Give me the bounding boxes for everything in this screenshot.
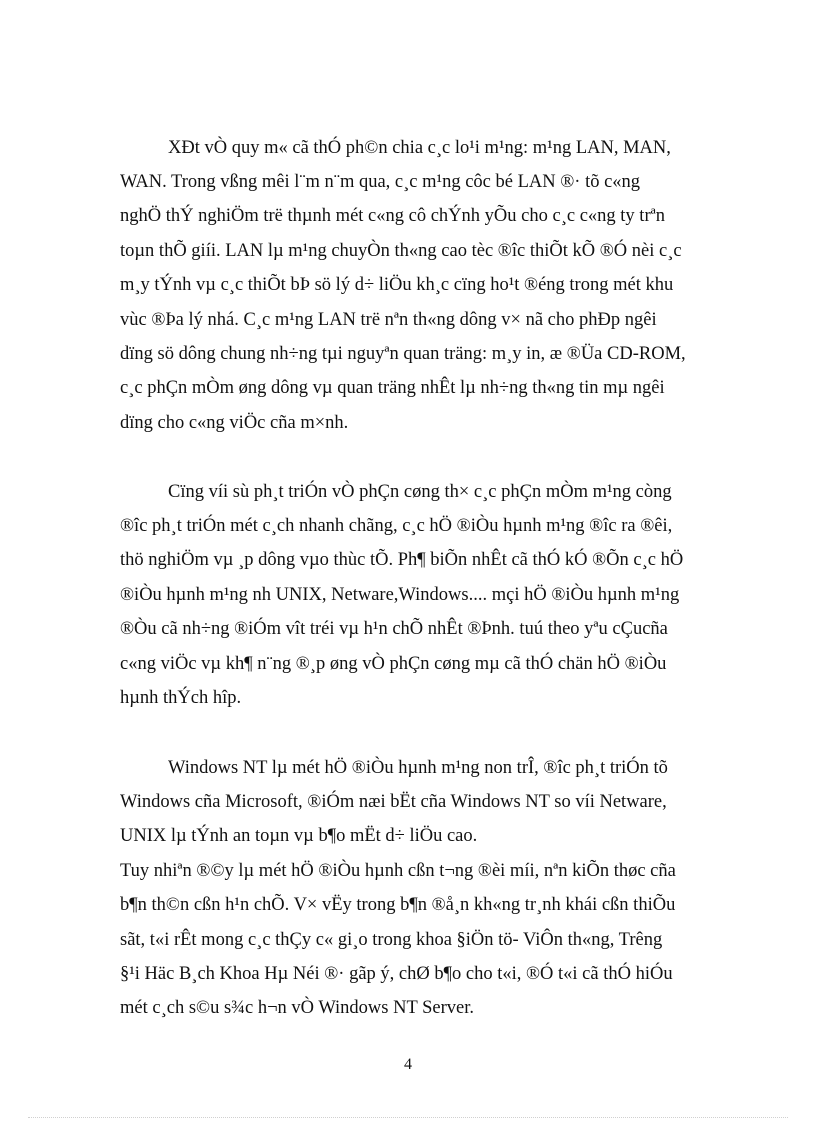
text-line: thö nghiÖm vµ ¸p dông vµo thùc tÕ. Ph¶ biÕn nhÊt cã thÓ kÓ ®Õn c¸c hÖ (120, 550, 684, 570)
text-line: vùc ®Þa lý nhá. C¸c m¹ng LAN trë nªn th«ng dông v× nã cho phÐp ngêi (120, 310, 657, 330)
page-number: 4 (404, 1056, 412, 1073)
text-line: XÐt vÒ quy m« cã thÓ ph©n chia c¸c lo¹i m¹ng: m¹ng LAN, MAN, (168, 138, 671, 158)
text-line: dïng sö dông chung nh÷ng tµi nguyªn quan träng: m¸y in, æ ®Üa CD-ROM, (120, 344, 686, 364)
text-line: m¸y tÝnh vµ c¸c thiÕt bÞ sö lý d÷ liÖu kh¸c cïng ho¹t ®éng trong mét khu (120, 275, 674, 295)
text-line: c«ng viÖc vµ kh¶ n¨ng ®¸p øng vÒ phÇn cøng mµ cã thÓ chän hÖ ®iÒu (120, 654, 667, 674)
text-line: ®iÒu hµnh m¹ng nh UNIX, Netware,Windows.... mçi hÖ ®iÒu hµnh m¹ng (120, 585, 680, 605)
text-line: Tuy nhiªn ®©y lµ mét hÖ ®iÒu hµnh cßn t¬ng ®èi míi, nªn kiÕn thøc cña (120, 861, 676, 881)
footer-divider (28, 1117, 788, 1118)
text-line: Cïng víi sù ph¸t triÓn vÒ phÇn cøng th× c¸c phÇn mÒm m¹ng còng (168, 482, 672, 502)
text-line: dïng cho c«ng viÖc cña m×nh. (120, 413, 349, 433)
text-line: UNIX lµ tÝnh an toµn vµ b¶o mËt d÷ liÖu cao. (120, 826, 478, 846)
text-line: WAN. Trong vßng mêi l¨m n¨m qua, c¸c m¹ng côc bé LAN ®· tõ c«ng (120, 172, 641, 192)
text-line: §¹i Häc B¸ch Khoa Hµ Néi ®· gãp ý, chØ b¶o cho t«i, ®Ó t«i cã thÓ hiÓu (120, 964, 673, 984)
text-line: mét c¸ch s©u s¾c h¬n vÒ Windows NT Server. (120, 998, 474, 1018)
text-line: ®Òu cã nh÷ng ®iÓm vît tréi vµ h¹n chÕ nhÊt ®Þnh. tuú theo yªu cÇucña (120, 619, 668, 639)
text-line: c¸c phÇn mÒm øng dông vµ quan träng nhÊt lµ nh÷ng th«ng tin mµ ngêi (120, 378, 665, 398)
text-line: Windows cña Microsoft, ®iÓm næi bËt cña Windows NT so víi Netware, (120, 792, 667, 812)
text-line: b¶n th©n cßn h¹n chÕ. V× vËy trong b¶n ®å¸n kh«ng tr¸nh khái cßn thiÕu (120, 895, 676, 915)
text-line: sãt, t«i rÊt mong c¸c thÇy c« gi¸o trong khoa §iÖn tö- ViÔn th«ng, Trêng (120, 930, 663, 950)
text-line: toµn thÕ giíi. LAN lµ m¹ng chuyÒn th«ng cao tèc ®îc thiÕt kÕ ®Ó nèi c¸c (120, 241, 682, 261)
text-line: hµnh thÝch hîp. (120, 688, 242, 708)
text-line: ®îc ph¸t triÓn mét c¸ch nhanh chãng, c¸c hÖ ®iÒu hµnh m¹ng ®îc ra ®êi, (120, 516, 673, 536)
text-line: nghÖ thÝ nghiÖm trë thµnh mét c«ng cô chÝnh yÕu cho c¸c c«ng ty trªn (120, 206, 665, 226)
text-line: Windows NT lµ mét hÖ ®iÒu hµnh m¹ng non trÎ, ®îc ph¸t triÓn tõ (168, 758, 668, 778)
